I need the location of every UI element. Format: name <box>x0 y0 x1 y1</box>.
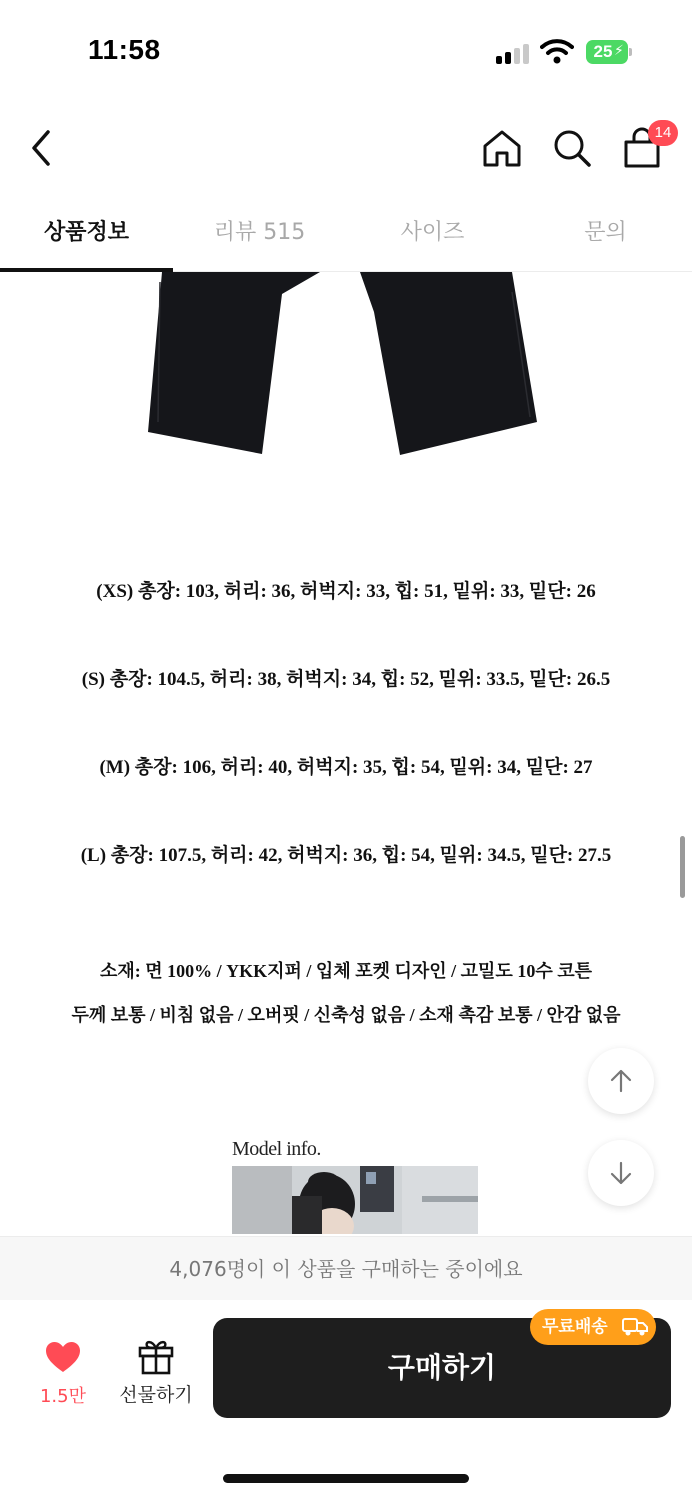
home-icon[interactable] <box>480 126 524 170</box>
gift-button-label[interactable]: 선물하기 <box>119 1384 193 1406</box>
product-image-pants <box>0 272 692 472</box>
size-spec-l: (L) 총장: 107.5, 허리: 42, 허벅지: 36, 힙: 54, 밑위: 34.5, 밑단: 27.5 <box>80 845 612 866</box>
purchasing-now-banner: 4,076명이 이 상품을 구매하는 중이에요 <box>0 1236 692 1300</box>
back-icon[interactable] <box>24 126 60 170</box>
tab-inquiry[interactable]: 문의 <box>584 220 627 245</box>
status-time: 11:58 <box>88 34 161 65</box>
tab-size[interactable]: 사이즈 <box>400 220 465 245</box>
size-spec-s: (S) 총장: 104.5, 허리: 38, 허벅지: 34, 힙: 52, 밑위: 33.5, 밑단: 26.5 <box>81 669 611 690</box>
product-tabs <box>0 200 692 272</box>
truck-icon <box>622 1316 648 1338</box>
gift-icon[interactable] <box>136 1336 176 1376</box>
battery-icon: 25 ⚡ <box>586 40 632 64</box>
scroll-top-button[interactable] <box>588 1048 654 1114</box>
tab-product-info[interactable]: 상품정보 <box>43 220 129 245</box>
material-info-line2: 두께 보통 / 비침 없음 / 오버핏 / 신축성 없음 / 소재 촉감 보통 / 안감 없음 <box>71 1005 621 1025</box>
search-icon[interactable] <box>550 126 594 170</box>
status-bar <box>0 0 692 100</box>
like-count: 1.5만 <box>39 1386 86 1407</box>
scroll-down-button[interactable] <box>588 1140 654 1206</box>
free-shipping-badge <box>530 1309 656 1345</box>
arrow-up-icon <box>607 1067 635 1095</box>
tab-reviews[interactable]: 리뷰 515 <box>213 220 306 245</box>
signal-icon <box>496 42 532 64</box>
cart-count-badge: 14 <box>648 120 678 146</box>
size-spec-m: (M) 총장: 106, 허리: 40, 허벅지: 35, 힙: 54, 밑위: 34, 밑단: 27 <box>99 757 593 778</box>
top-navigation <box>0 100 692 195</box>
size-spec-xs: (XS) 총장: 103, 허리: 36, 허벅지: 33, 힙: 51, 밑위: 33, 밑단: 26 <box>96 581 596 602</box>
product-detail-content <box>0 272 692 1234</box>
model-info-label: Model info. <box>232 1138 321 1160</box>
home-indicator <box>223 1474 469 1483</box>
arrow-down-icon <box>607 1159 635 1187</box>
scrollbar[interactable] <box>680 836 685 898</box>
bottom-action-bar <box>0 1300 692 1500</box>
battery-level: 25 <box>593 42 613 61</box>
heart-icon[interactable] <box>44 1340 82 1374</box>
buy-button[interactable]: 구매하기 <box>213 1318 671 1418</box>
material-info-line1: 소재: 면 100% / YKK지퍼 / 입체 포켓 디자인 / 고밀도 10수 코튼 <box>100 961 592 981</box>
wifi-icon <box>540 38 574 64</box>
free-shipping-label: 무료배송 <box>542 1317 608 1337</box>
model-photo <box>232 1166 478 1234</box>
